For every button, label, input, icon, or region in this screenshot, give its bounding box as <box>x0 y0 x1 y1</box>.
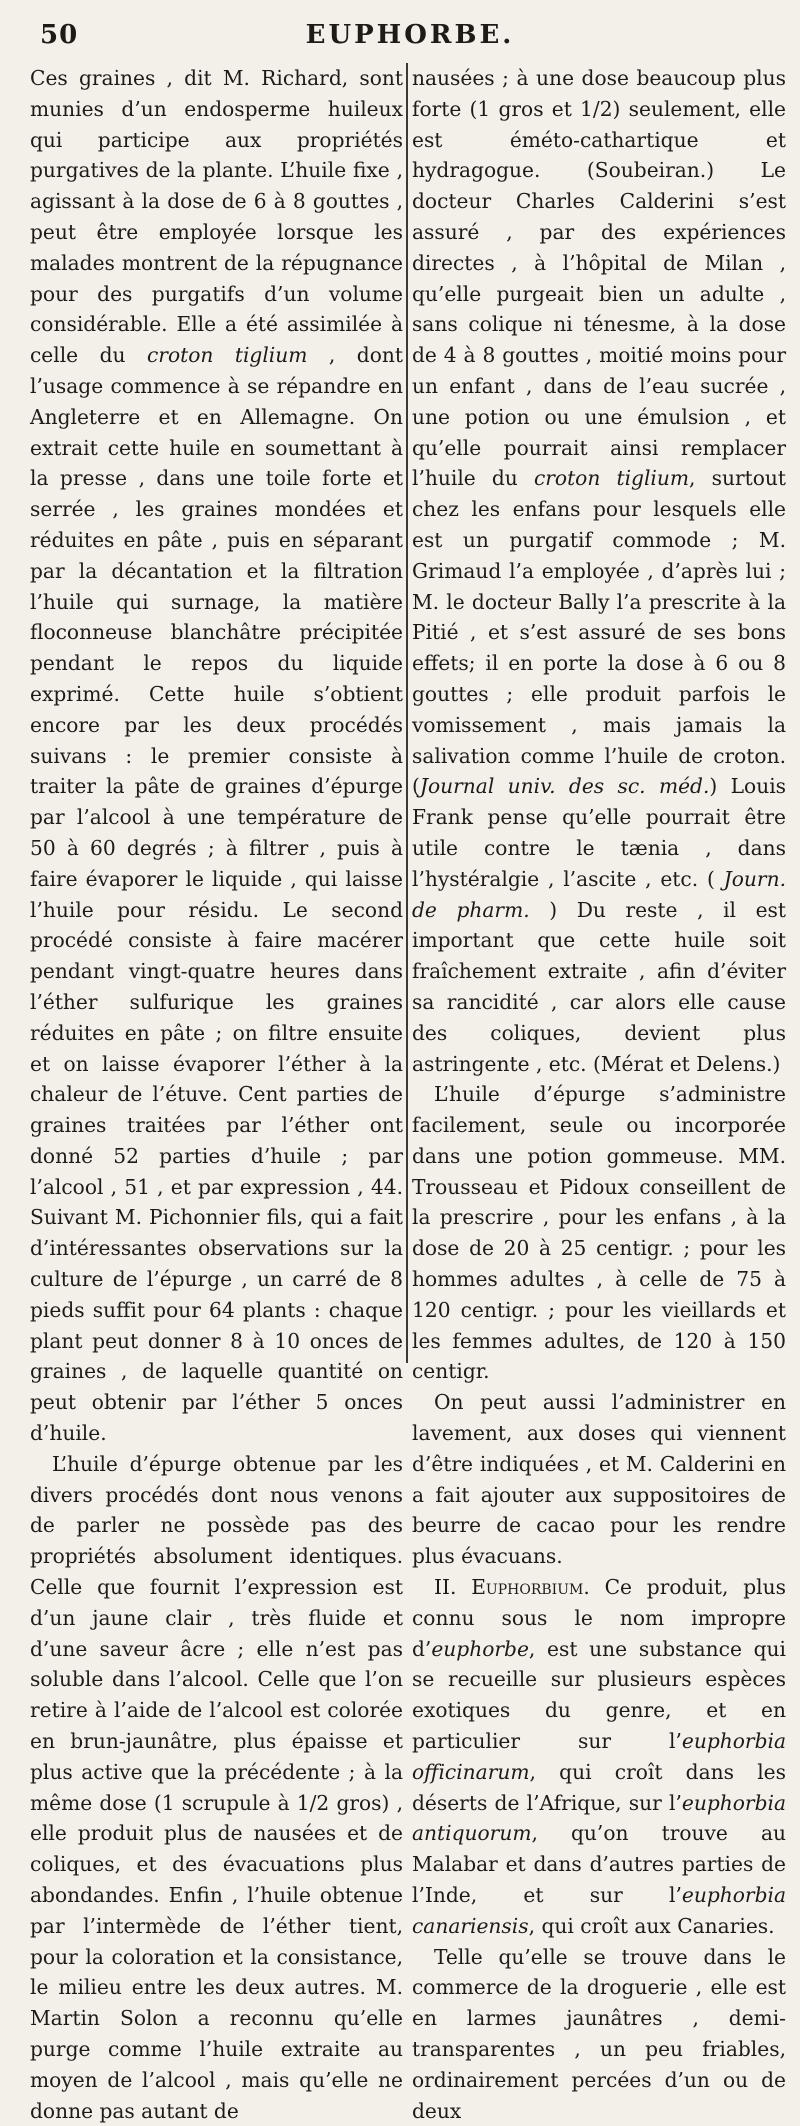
paragraph-administration: L’huile d’épurge s’administre facilement, seule ou incorporée dans une potion gommeuse. MM. Trousseau et Pidoux conseillent de la prescrire , pour les enfans , à la dose de 20 à 25 centigr. ; pour les hommes adultes , à celle de 75 à 120 centigr. ; pour les vieillards et les femmes adultes, de 120 à 150 centigr. <box>412 1082 786 1384</box>
paragraph-commerce: Telle qu’elle se trouve dans le commerce de la droguerie , elle est en larmes jaunâtres , demi-transparentes , un peu friables, ordinairement percées d’un ou de deux <box>412 1944 786 2123</box>
page-header <box>40 20 780 54</box>
right-column <box>412 63 787 2123</box>
paragraph-oil-properties: L’huile d’épurge obtenue par les divers procédés dont nous venons de parler ne possède pas des propriétés absolument identiques. Celle que fournit l’expression est d’un jaune clair , très fluide et d’une saveur âcre ; elle n’est pas soluble dans l’alcool. Celle que l’on retire à l’aide de l’alcool est colorée en brun-jaunâtre, plus épaisse et plus active que la précédente ; à la même dose (1 scrupule à 1/2 gros) , elle produit plus de nausées et de coliques, et des évacuations plus abondandes. Enfin , l’huile obtenue par l’intermède de l’éther tient, pour la coloration et la consistance, le milieu entre les deux autres. M. Martin Solon a reconnu qu’elle purge comme l’huile extraite au moyen de l’alcool , mais qu’elle ne donne pas autant de <box>30 1451 403 2123</box>
running-title: EUPHORBE. <box>305 20 515 50</box>
paragraph-epurge-oil: Ces graines , dit M. Richard, sont munies d’un endosperme huileux qui participe aux propriétés purgatives de la plante. L’huile fixe , agissant à la dose de 6 à 8 gouttes , peut être employée lorsque les malades montrent de la répugnance pour des purgatifs d’un volume considérable. Elle a été assimilée à celle du croton tiglium , dont l’usage commence à se répandre en Angleterre et en Allemagne. On extrait cette huile en soumettant à la presse , dans une toile forte et serrée , les graines mondées et réduites en pâte , puis en séparant par la décantation et la filtration l’huile qui surnage, la matière floconneuse blanchâtre précipitée pendant le repos du liquide exprimé. Cette huile s’obtient encore par les deux procédés suivans : le premier consiste à traiter la pâte de graines d’épurge par l’alcool à une température de 50 à 60 degrés ; à filtrer , puis à faire évaporer le liquide , qui laisse l’huile pour résidu. Le second procédé consiste à faire macérer pendant vingt-quatre heures dans l’éther sulfurique les graines réduites en pâte ; on filtre ensuite et on laisse évaporer l’éther à la chaleur de l’étuve. Cent parties de graines traitées par l’éther ont donné 52 parties d’huile ; par l’alcool , 51 , et par expression , 44. Suivant M. Pichonnier fils, qui a fait d’intéressantes observations sur la culture de l’épurge , un carré de 8 pieds suffit pour 64 plants : chaque plant peut donner 8 à 10 onces de graines , de laquelle quantité on peut obtenir par l’éther 5 onces d’huile. <box>30 66 403 1446</box>
paragraph-continued: nausées ; à une dose beaucoup plus forte (1 gros et 1/2) seulement, elle est éméto-cathartique et hydragogue. (Soubeiran.) Le docteur Charles Calderini s’est assuré , par des expériences directes , à l’hôpital de Milan , qu’elle purgeait bien un adulte , sans colique ni ténesme, à la dose de 4 à 8 gouttes , moitié moins pour un enfant , dans de l’eau sucrée , une potion ou une émulsion , et qu’elle pourrait ainsi remplacer l’huile du croton tiglium, surtout chez les enfans pour lesquels elle est un purgatif commode ; M. Grimaud l’a employée , d’après lui ; M. le docteur Bally l’a prescrite à la Pitié , et s’est assuré de ses bons effets; il en porte la dose à 6 ou 8 gouttes ; elle produit parfois le vomissement , mais jamais la salivation comme l’huile de croton. (Journal univ. des sc. méd.) Louis Frank pense qu’elle pourrait être utile contre le tænia , dans l’hystéralgie , l’ascite , etc. ( Journ. de pharm. ) Du reste , il est important que cette huile soit fraîchement extraite , afin d’éviter sa rancidité , car alors elle cause des coliques, devient plus astringente , etc. (Mérat et Delens.) <box>412 66 787 1076</box>
paragraph-lavement: On peut aussi l’administrer en lavement, aux doses qui viennent d’être indiquées , et M. Calderini en a fait ajouter aux suppositoires de beurre de cacao pour les rendre plus évacuans. <box>412 1390 786 1569</box>
paragraph-euphorbium: II. Euphorbium. Ce produit, plus connu sous le nom impropre d’euphorbe, est une substance qui se recueille sur plusieurs espèces exotiques du genre, et en particulier sur l’euphorbia officinarum, qui croît dans les déserts de l’Afrique, sur l’euphorbia antiquorum, qu’on trouve au Malabar et dans d’autres parties de l’Inde, et sur l’euphorbia canariensis, qui croît aux Canaries. <box>412 1575 786 1938</box>
page-number: 50 <box>40 20 79 50</box>
left-column <box>30 63 403 2123</box>
column-rule <box>406 63 408 1363</box>
